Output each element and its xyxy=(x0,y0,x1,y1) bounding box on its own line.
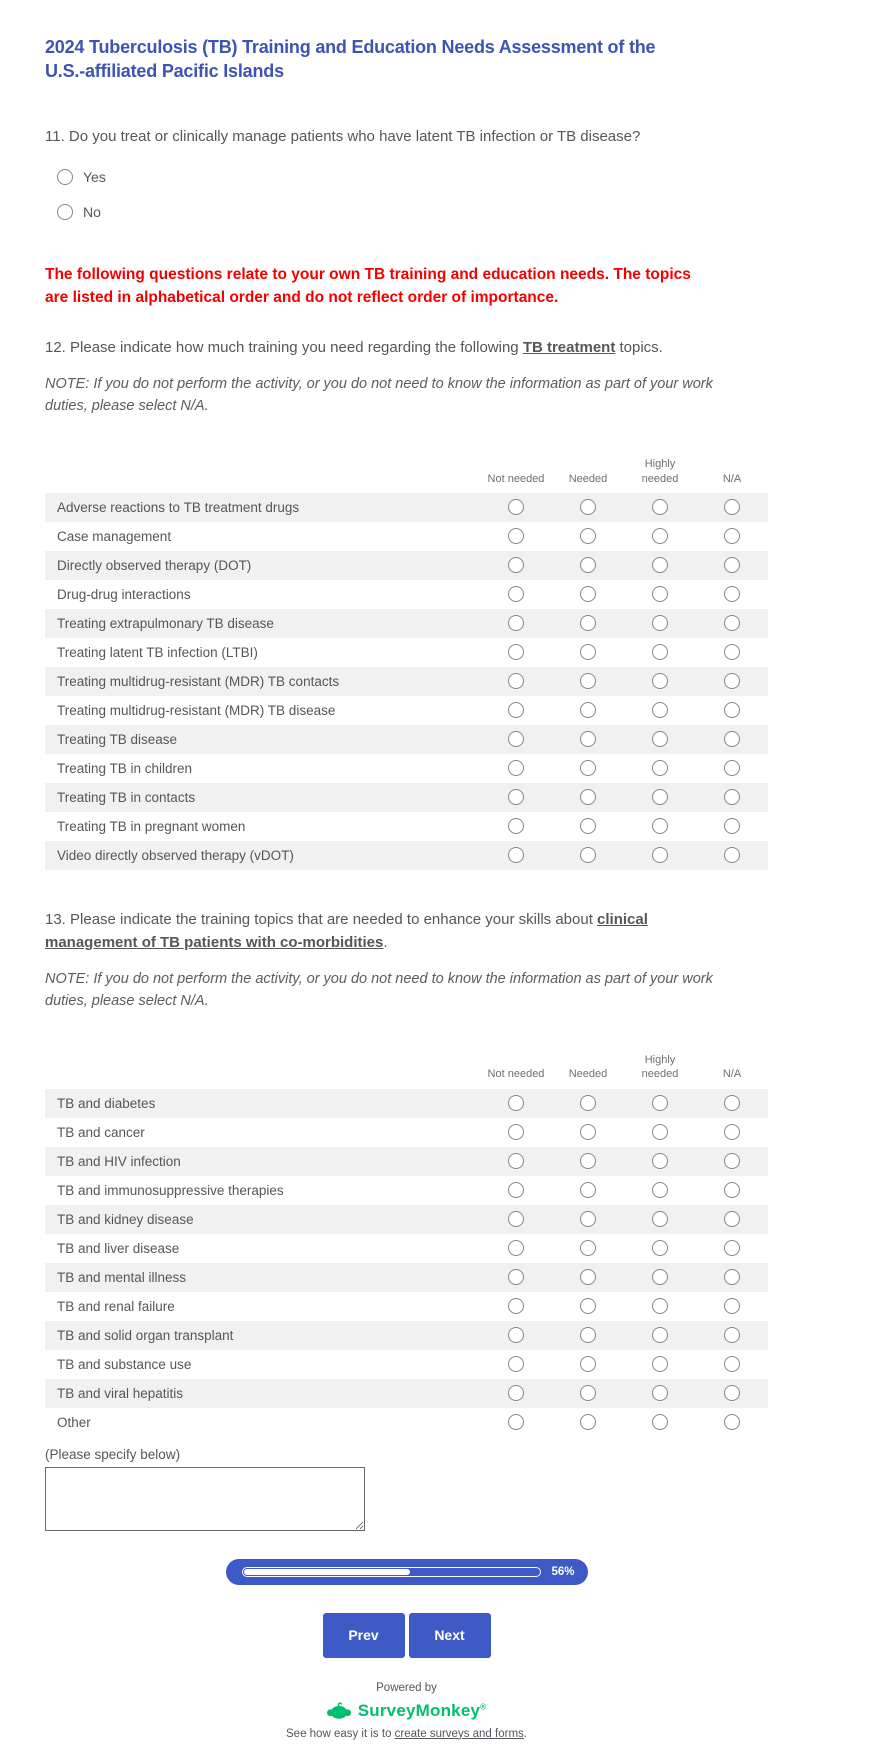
matrix-row-label: TB and cancer xyxy=(57,1124,145,1140)
radio-not-needed[interactable] xyxy=(508,1182,524,1198)
radio-na[interactable] xyxy=(724,1211,740,1227)
create-surveys-link[interactable]: create surveys and forms xyxy=(394,1727,524,1740)
matrix-row xyxy=(45,1234,768,1263)
radio-not-needed[interactable] xyxy=(508,528,524,544)
radio-not-needed[interactable] xyxy=(508,1240,524,1256)
matrix-row xyxy=(45,609,768,638)
question-12-text xyxy=(45,337,768,359)
matrix-row xyxy=(45,522,768,551)
radio-highly-needed[interactable] xyxy=(652,1095,668,1111)
radio-not-needed[interactable] xyxy=(508,1269,524,1285)
radio-needed[interactable] xyxy=(580,731,596,747)
radio-highly-needed[interactable] xyxy=(652,1269,668,1285)
radio-na[interactable] xyxy=(724,528,740,544)
matrix-row-label: Treating TB disease xyxy=(57,731,178,747)
matrix-row xyxy=(45,1408,768,1437)
matrix-row xyxy=(45,754,768,783)
radio-needed[interactable] xyxy=(580,1153,596,1169)
radio-not-needed[interactable] xyxy=(508,1327,524,1343)
matrix-row xyxy=(45,580,768,609)
radio-highly-needed[interactable] xyxy=(652,1124,668,1140)
radio-needed[interactable] xyxy=(580,1211,596,1227)
matrix-row-label: Treating multidrug-resistant (MDR) TB disease xyxy=(57,702,336,718)
radio-na[interactable] xyxy=(724,557,740,573)
radio-not-needed[interactable] xyxy=(508,702,524,718)
question-12-rows xyxy=(45,493,768,870)
question-13-prefix: 13. Please indicate the training topics that are needed to enhance your skills about xyxy=(45,910,598,928)
question-11-options xyxy=(57,168,768,221)
matrix-row xyxy=(45,667,768,696)
matrix-row xyxy=(45,1089,768,1118)
matrix-row xyxy=(45,493,768,522)
prev-button[interactable]: Prev xyxy=(323,1613,405,1658)
question-12-note: NOTE: If you do not perform the activity, or you do not need to know the information as part of your work duties, please select N/A. xyxy=(45,375,713,414)
matrix-row-label: Directly observed therapy (DOT) xyxy=(57,557,252,573)
column-header-highly-needed: Highly needed xyxy=(641,1053,679,1081)
other-specify-textarea[interactable] xyxy=(45,1467,365,1531)
matrix-header xyxy=(45,1053,768,1089)
radio-needed[interactable] xyxy=(580,586,596,602)
radio-not-needed[interactable] xyxy=(508,731,524,747)
radio-na[interactable] xyxy=(724,847,740,863)
radio-na[interactable] xyxy=(724,644,740,660)
radio-not-needed[interactable] xyxy=(508,644,524,660)
radio-na[interactable] xyxy=(724,1153,740,1169)
radio-needed[interactable] xyxy=(580,615,596,631)
radio-needed[interactable] xyxy=(580,1240,596,1256)
radio-na[interactable] xyxy=(724,499,740,515)
radio-na[interactable] xyxy=(724,760,740,776)
radio-na[interactable] xyxy=(724,1182,740,1198)
matrix-row-label: TB and diabetes xyxy=(57,1095,156,1111)
other-specify-label: (Please specify below) xyxy=(45,1446,181,1462)
radio-not-needed[interactable] xyxy=(508,847,524,863)
answer-option-label: No xyxy=(83,203,101,220)
radio-highly-needed[interactable] xyxy=(652,1356,668,1372)
radio-not-needed[interactable] xyxy=(508,789,524,805)
question-12-suffix: topics. xyxy=(615,339,663,357)
matrix-row-label: Treating TB in pregnant women xyxy=(57,818,246,834)
question-11-text: 11. Do you treat or clinically manage patients who have latent TB infection or TB disease? xyxy=(45,127,641,145)
brand-row xyxy=(45,1701,768,1721)
radio-needed[interactable] xyxy=(580,702,596,718)
question-13-rows xyxy=(45,1089,768,1437)
radio-highly-needed[interactable] xyxy=(652,1298,668,1314)
column-header-na: N/A xyxy=(722,472,742,485)
radio-not-needed[interactable] xyxy=(508,1211,524,1227)
radio-na[interactable] xyxy=(724,1356,740,1372)
matrix-row-label: TB and HIV infection xyxy=(57,1153,181,1169)
radio-needed[interactable] xyxy=(580,1298,596,1314)
matrix-row xyxy=(45,1176,768,1205)
radio-not-needed[interactable] xyxy=(508,673,524,689)
matrix-row-label: Treating multidrug-resistant (MDR) TB contacts xyxy=(57,673,340,689)
matrix-row-label: TB and immunosuppressive therapies xyxy=(57,1182,284,1198)
column-header-na: N/A xyxy=(722,1068,742,1081)
matrix-row xyxy=(45,1379,768,1408)
question-12-prefix: 12. Please indicate how much training you need regarding the following xyxy=(45,339,523,357)
matrix-row-label: Treating latent TB infection (LTBI) xyxy=(57,644,258,660)
radio-needed[interactable] xyxy=(580,1356,596,1372)
answer-option-row xyxy=(57,168,768,186)
progress-section xyxy=(45,1559,768,1585)
radio-highly-needed[interactable] xyxy=(652,673,668,689)
surveymonkey-logo-icon xyxy=(327,1702,351,1719)
radio-highly-needed[interactable] xyxy=(652,1153,668,1169)
radio-needed[interactable] xyxy=(580,818,596,834)
matrix-header xyxy=(45,457,768,493)
radio-highly-needed[interactable] xyxy=(652,789,668,805)
question-12-bold-phrase: TB treatment xyxy=(522,339,616,357)
answer-option-row xyxy=(57,203,768,221)
question-13-note: NOTE: If you do not perform the activity, or you do not need to know the information as part of your work duties, please select N/A. xyxy=(45,971,713,1010)
matrix-row xyxy=(45,638,768,667)
matrix-row xyxy=(45,1350,768,1379)
matrix-row xyxy=(45,551,768,580)
radio-na[interactable] xyxy=(724,1095,740,1111)
section-notice-text: The following questions relate to your own TB training and education needs. The topics are listed in alphabetical order and do not reflect order of importance. xyxy=(45,265,691,306)
registered-trademark: ® xyxy=(480,1701,487,1711)
radio-needed[interactable] xyxy=(580,760,596,776)
matrix-row xyxy=(45,696,768,725)
footer xyxy=(45,1682,768,1756)
matrix-row-label: Treating TB in contacts xyxy=(57,789,196,805)
radio-highly-needed[interactable] xyxy=(652,586,668,602)
column-header-needed: Needed xyxy=(568,1068,608,1081)
radio-needed[interactable] xyxy=(580,499,596,515)
radio-needed[interactable] xyxy=(580,789,596,805)
matrix-row-label: TB and solid organ transplant xyxy=(57,1327,234,1343)
survey-title: 2024 Tuberculosis (TB) Training and Education Needs Assessment of the U.S.-affiliated Pacific Islands xyxy=(45,37,656,81)
radio-not-needed[interactable] xyxy=(508,557,524,573)
radio-needed[interactable] xyxy=(580,528,596,544)
matrix-row xyxy=(45,1205,768,1234)
column-header-not-needed: Not needed xyxy=(487,1068,545,1081)
question-13-text xyxy=(45,908,705,955)
radio-na[interactable] xyxy=(724,1124,740,1140)
radio-needed[interactable] xyxy=(580,1269,596,1285)
radio-na[interactable] xyxy=(724,1327,740,1343)
radio-highly-needed[interactable] xyxy=(652,847,668,863)
matrix-row-label: TB and substance use xyxy=(57,1356,192,1372)
column-header-not-needed: Not needed xyxy=(487,472,545,485)
radio-highly-needed[interactable] xyxy=(652,615,668,631)
radio-needed[interactable] xyxy=(580,1124,596,1140)
radio-needed[interactable] xyxy=(580,1327,596,1343)
radio-highly-needed[interactable] xyxy=(652,528,668,544)
answer-option-radio[interactable] xyxy=(57,169,73,185)
footer-tagline: See how easy it is to create surveys and forms. xyxy=(286,1727,527,1740)
radio-na[interactable] xyxy=(724,586,740,602)
radio-needed[interactable] xyxy=(580,1385,596,1401)
matrix-row-label: Case management xyxy=(57,528,172,544)
radio-not-needed[interactable] xyxy=(508,1095,524,1111)
surveymonkey-brand-link[interactable]: SurveyMonkey® xyxy=(357,1700,487,1720)
radio-na[interactable] xyxy=(724,789,740,805)
radio-na[interactable] xyxy=(724,673,740,689)
radio-na[interactable] xyxy=(724,615,740,631)
answer-option-label: Yes xyxy=(83,168,106,185)
matrix-row-label: TB and mental illness xyxy=(57,1269,187,1285)
radio-not-needed[interactable] xyxy=(508,499,524,515)
radio-needed[interactable] xyxy=(580,644,596,660)
radio-na[interactable] xyxy=(724,1385,740,1401)
matrix-row-label: Drug-drug interactions xyxy=(57,586,191,602)
radio-highly-needed[interactable] xyxy=(652,702,668,718)
matrix-row xyxy=(45,1263,768,1292)
question-13-matrix xyxy=(45,1053,768,1437)
progress-track xyxy=(242,1567,542,1577)
radio-na[interactable] xyxy=(724,1414,740,1430)
question-13-suffix: . xyxy=(383,934,388,952)
radio-highly-needed[interactable] xyxy=(652,760,668,776)
radio-highly-needed[interactable] xyxy=(652,499,668,515)
matrix-row-label: Other xyxy=(57,1414,91,1430)
radio-not-needed[interactable] xyxy=(508,1385,524,1401)
answer-option-radio[interactable] xyxy=(57,204,73,220)
radio-highly-needed[interactable] xyxy=(652,1240,668,1256)
radio-highly-needed[interactable] xyxy=(652,1385,668,1401)
matrix-row-label: Treating extrapulmonary TB disease xyxy=(57,615,274,631)
radio-na[interactable] xyxy=(724,702,740,718)
powered-by-label: Powered by xyxy=(376,1681,437,1694)
radio-na[interactable] xyxy=(724,1298,740,1314)
matrix-row xyxy=(45,1147,768,1176)
radio-na[interactable] xyxy=(724,818,740,834)
radio-not-needed[interactable] xyxy=(508,818,524,834)
radio-not-needed[interactable] xyxy=(508,1414,524,1430)
radio-needed[interactable] xyxy=(580,673,596,689)
matrix-row xyxy=(45,1321,768,1350)
matrix-row-label: Treating TB in children xyxy=(57,760,193,776)
radio-highly-needed[interactable] xyxy=(652,557,668,573)
radio-highly-needed[interactable] xyxy=(652,1211,668,1227)
radio-not-needed[interactable] xyxy=(508,1153,524,1169)
radio-needed[interactable] xyxy=(580,1414,596,1430)
matrix-row xyxy=(45,783,768,812)
nav-buttons xyxy=(45,1613,768,1658)
radio-not-needed[interactable] xyxy=(508,760,524,776)
radio-highly-needed[interactable] xyxy=(652,644,668,660)
radio-highly-needed[interactable] xyxy=(652,1414,668,1430)
survey-page xyxy=(45,0,768,1756)
progress-bar xyxy=(226,1559,588,1585)
radio-needed[interactable] xyxy=(580,557,596,573)
matrix-row-label: Adverse reactions to TB treatment drugs xyxy=(57,499,300,515)
radio-highly-needed[interactable] xyxy=(652,818,668,834)
matrix-row-label: TB and liver disease xyxy=(57,1240,180,1256)
column-header-needed: Needed xyxy=(568,472,608,485)
radio-highly-needed[interactable] xyxy=(652,1182,668,1198)
matrix-row xyxy=(45,1292,768,1321)
radio-na[interactable] xyxy=(724,731,740,747)
column-header-highly-needed: Highly needed xyxy=(641,458,679,485)
radio-na[interactable] xyxy=(724,1269,740,1285)
radio-na[interactable] xyxy=(724,1240,740,1256)
matrix-row xyxy=(45,812,768,841)
question-12-matrix xyxy=(45,457,768,870)
progress-fill xyxy=(244,1569,411,1575)
matrix-row xyxy=(45,1118,768,1147)
next-button[interactable]: Next xyxy=(409,1613,491,1658)
radio-not-needed[interactable] xyxy=(508,1356,524,1372)
radio-highly-needed[interactable] xyxy=(652,1327,668,1343)
radio-not-needed[interactable] xyxy=(508,615,524,631)
progress-percent-label: 56% xyxy=(551,1565,575,1578)
radio-highly-needed[interactable] xyxy=(652,731,668,747)
radio-needed[interactable] xyxy=(580,847,596,863)
radio-needed[interactable] xyxy=(580,1095,596,1111)
radio-not-needed[interactable] xyxy=(508,1298,524,1314)
question-13-bold-phrase: clinical management of TB patients with co-morbidities xyxy=(45,910,648,952)
matrix-row-label: Video directly observed therapy (vDOT) xyxy=(57,847,294,863)
radio-not-needed[interactable] xyxy=(508,586,524,602)
matrix-row-label: TB and viral hepatitis xyxy=(57,1385,184,1401)
matrix-row xyxy=(45,725,768,754)
radio-needed[interactable] xyxy=(580,1182,596,1198)
matrix-row xyxy=(45,841,768,870)
matrix-row-label: TB and renal failure xyxy=(57,1298,175,1314)
radio-not-needed[interactable] xyxy=(508,1124,524,1140)
matrix-row-label: TB and kidney disease xyxy=(57,1211,194,1227)
